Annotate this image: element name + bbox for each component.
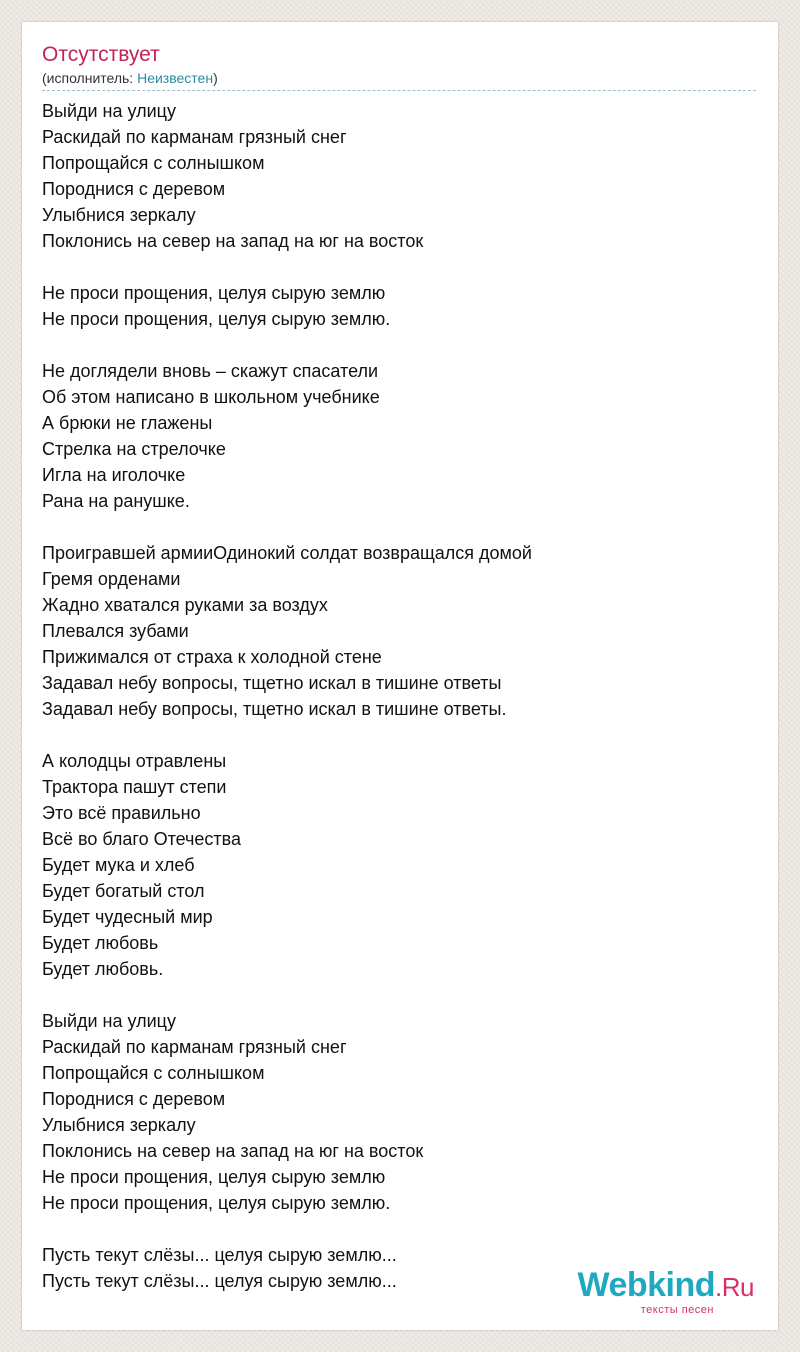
lyric-line: Пусть текут слёзы... целуя сырую землю... <box>42 1271 397 1291</box>
lyric-line: Поклонись на север на запад на юг на восток <box>42 1141 424 1161</box>
lyric-line: Раскидай по карманам грязный снег <box>42 127 347 147</box>
webkind-tagline: тексты песен <box>640 1304 714 1316</box>
stanza-gap <box>42 254 758 280</box>
lyric-line: Улыбнися зеркалу <box>42 205 196 225</box>
webkind-watermark <box>577 1268 754 1316</box>
lyric-line: Игла на иголочке <box>42 465 186 485</box>
lyric-line: Не проси прощения, целуя сырую землю. <box>42 1193 391 1213</box>
lyric-line: Будет любовь. <box>42 959 164 979</box>
stanza-gap <box>42 982 758 1008</box>
lyric-line: Улыбнися зеркалу <box>42 1115 196 1135</box>
lyric-line: Гремя орденами <box>42 569 181 589</box>
lyric-line: Будет чудесный мир <box>42 907 213 927</box>
artist-line <box>42 68 756 91</box>
lyric-line: А брюки не глажены <box>42 413 213 433</box>
lyrics-body <box>42 98 758 1294</box>
lyric-line: Выйди на улицу <box>42 1011 176 1031</box>
artist-link[interactable]: Неизвестен <box>137 70 214 86</box>
lyric-line: Попрощайся с солнышком <box>42 1063 265 1083</box>
lyric-line: Раскидай по карманам грязный снег <box>42 1037 347 1057</box>
lyric-line: Будет мука и хлеб <box>42 855 195 875</box>
artist-prefix: (исполнитель: <box>42 70 138 86</box>
lyric-line: Пусть текут слёзы... целуя сырую землю... <box>42 1245 397 1265</box>
lyric-line: Стрелка на стрелочке <box>42 439 226 459</box>
lyric-line: Прижимался от страха к холодной стене <box>42 647 382 667</box>
stanza-gap <box>42 514 758 540</box>
lyric-line: Породнися с деревом <box>42 179 226 199</box>
lyric-line: Будет любовь <box>42 933 159 953</box>
lyric-line: Жадно хватался руками за воздух <box>42 595 328 615</box>
stanza-gap <box>42 1216 758 1242</box>
lyric-line: Проигравшей армииОдинокий солдат возвращался домой <box>42 543 532 563</box>
stanza-gap <box>42 332 758 358</box>
artist-suffix: ) <box>213 70 218 86</box>
lyric-line: Не проси прощения, целуя сырую землю. <box>42 309 391 329</box>
lyric-line: Об этом написано в школьном учебнике <box>42 387 380 407</box>
lyric-line: Рана на ранушке. <box>42 491 190 511</box>
lyrics-card <box>22 22 778 1330</box>
lyric-line: Будет богатый стол <box>42 881 205 901</box>
lyric-line: Это всё правильно <box>42 803 201 823</box>
webkind-tld: .Ru <box>715 1272 754 1302</box>
lyric-line: Всё во благо Отечества <box>42 829 242 849</box>
lyric-line: Не проси прощения, целуя сырую землю <box>42 1167 386 1187</box>
lyric-line: Не доглядели вновь – скажут спасатели <box>42 361 379 381</box>
webkind-brand: Webkind <box>577 1266 716 1304</box>
song-title: Отсутствует <box>42 43 160 66</box>
lyric-line: Задавал небу вопросы, тщетно искал в тишине ответы <box>42 673 502 693</box>
stanza-gap <box>42 722 758 748</box>
lyric-line: А колодцы отравлены <box>42 751 227 771</box>
lyric-line: Породнися с деревом <box>42 1089 226 1109</box>
lyric-line: Поклонись на север на запад на юг на восток <box>42 231 424 251</box>
lyric-line: Попрощайся с солнышком <box>42 153 265 173</box>
lyric-line: Задавал небу вопросы, тщетно искал в тишине ответы. <box>42 699 507 719</box>
lyric-line: Не проси прощения, целуя сырую землю <box>42 283 386 303</box>
lyric-line: Плевался зубами <box>42 621 189 641</box>
lyric-line: Трактора пашут степи <box>42 777 227 797</box>
lyric-line: Выйди на улицу <box>42 101 176 121</box>
webkind-logo <box>577 1268 754 1304</box>
